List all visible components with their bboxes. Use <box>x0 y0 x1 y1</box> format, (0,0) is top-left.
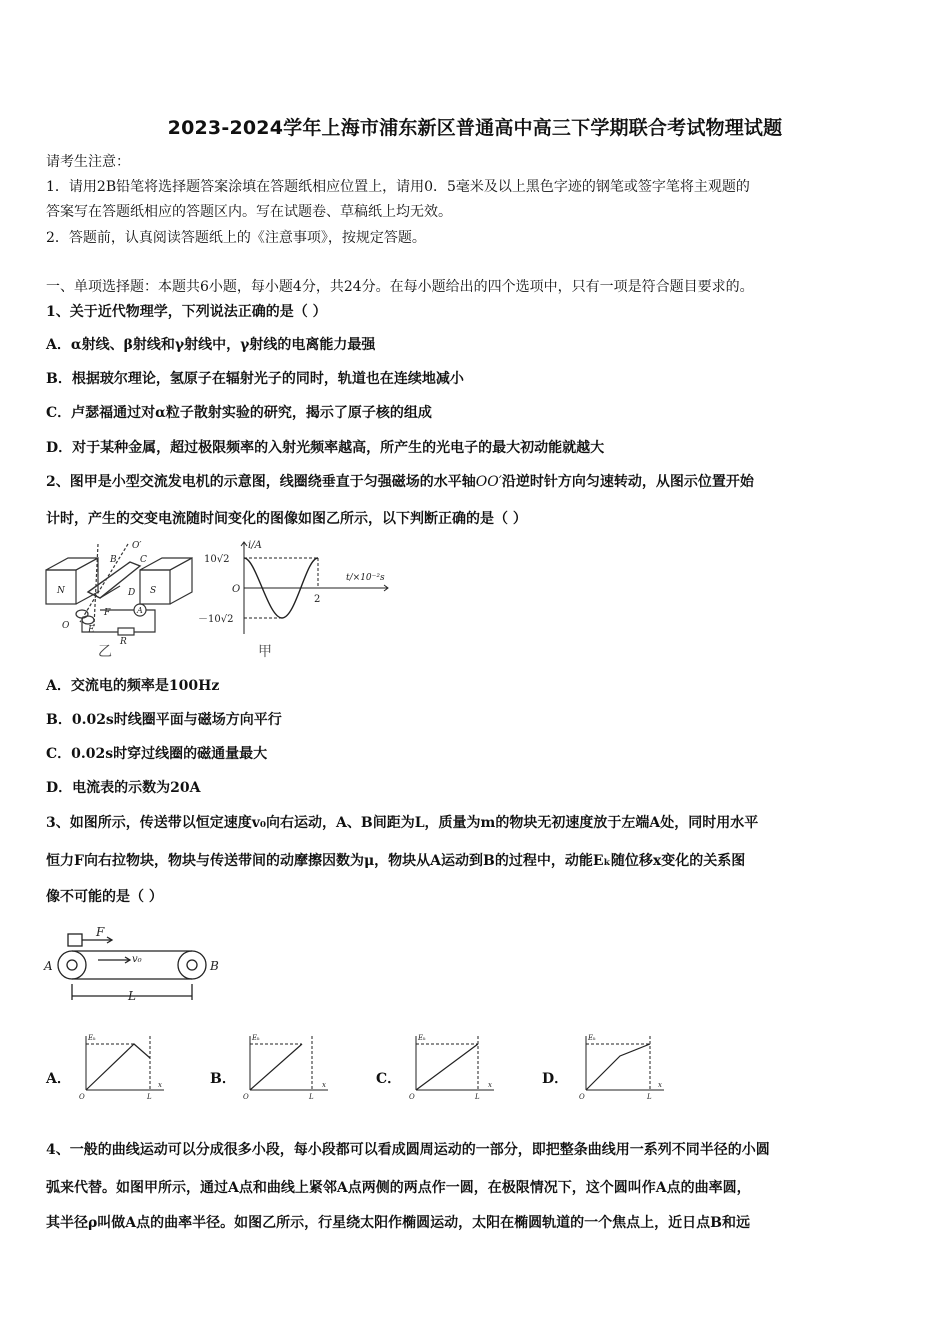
point-f-label: F <box>104 608 111 618</box>
end-b-label: B <box>210 959 219 973</box>
q4-line-1: 4、一般的曲线运动可以分成很多小段，每小段都可以看成圆周运动的一部分，即把整条曲线用一系列不同半径的小圆 <box>46 1142 770 1158</box>
q3-option-a-label: A． <box>46 1071 71 1087</box>
magnet-s-label: S <box>150 586 157 596</box>
graph-x-label: t/×10⁻²s <box>346 573 385 583</box>
q4-line-2: 弧来代替。如图甲所示，通过A点和曲线上紧邻A点两侧的两点作一圆，在极限情况下，这个圆叫作A点的曲率圆， <box>46 1180 751 1196</box>
graph-y-top: 10√2 <box>204 554 230 565</box>
graph-b-o: O <box>243 1093 249 1101</box>
fig-a-caption: 乙 <box>98 644 112 660</box>
q1-stem: 1、关于近代物理学，下列说法正确的是（ ） <box>46 304 327 320</box>
q3-stem-line2: 恒力F向右拉物块，物块与传送带间的动摩擦因数为μ，物块从A运动到B的过程中，动能Eₖ随位移x变化的关系图 <box>46 853 746 869</box>
q3-stem-line1: 3、如图所示，传送带以恒定速度v₀向右运动，A、B间距为L，质量为m的物块无初速度放于左端A处，同时用水平 <box>46 815 759 831</box>
q1-option-c: C．卢瑟福通过对α粒子散射实验的研究，揭示了原子核的组成 <box>46 405 432 421</box>
ammeter-label: A <box>137 606 143 615</box>
axis-o-label: O <box>62 621 70 631</box>
q3-graph-b <box>236 1032 336 1104</box>
generator-figure <box>40 540 200 660</box>
length-label: L <box>128 989 136 1003</box>
point-e-label: E <box>88 625 95 635</box>
graph-c-y: Eₖ <box>418 1034 426 1042</box>
q3-option-c-label: C． <box>376 1071 402 1087</box>
q1-option-a: A．α射线、β射线和γ射线中，γ射线的电离能力最强 <box>46 337 376 353</box>
graph-c-o: O <box>409 1093 415 1101</box>
q4-line-3: 其半径ρ叫做A点的曲率半径。如图乙所示，行星绕太阳作椭圆运动，太阳在椭圆轨道的一个焦点上，近日点B和远 <box>46 1215 751 1231</box>
notice-line-2: 答案写在答题纸相应的答题区内。写在试题卷、草稿纸上均无效。 <box>46 204 452 220</box>
graph-y-label: i/A <box>248 540 262 551</box>
resistor-label: R <box>120 637 127 647</box>
graph-x-tick: 2 <box>314 594 321 605</box>
graph-c-l: L <box>475 1093 480 1101</box>
page-title: 2023-2024学年上海市浦东新区普通高中高三下学期联合考试物理试题 <box>167 117 783 139</box>
fig-b-caption: 甲 <box>258 644 272 660</box>
q2-stem-part2: 沿逆时针方向匀速转动，从图示位置开始 <box>501 474 754 490</box>
q1-option-b: B．根据玻尔理论，氢原子在辐射光子的同时，轨道也在连续地减小 <box>46 371 464 387</box>
point-d-label: D <box>128 588 136 598</box>
conveyor-belt-figure <box>40 920 240 1010</box>
graph-d-o: O <box>579 1093 585 1101</box>
q2-axis-label: OO′ <box>475 474 502 490</box>
velocity-label: v₀ <box>132 954 142 965</box>
q3-option-b-label: B． <box>210 1071 236 1087</box>
notice-line-1: 1．请用2B铅笔将选择题答案涂填在答题纸相应位置上，请用0．5毫米及以上黑色字迹的钢笔或签字笔将主观题的 <box>46 179 750 195</box>
graph-a-o: O <box>79 1093 85 1101</box>
q2-option-c: C．0.02s时穿过线圈的磁通量最大 <box>46 746 268 762</box>
graph-d-l: L <box>647 1093 652 1101</box>
notice-line-3: 2．答题前，认真阅读答题纸上的《注意事项》，按规定答题。 <box>46 230 426 246</box>
graph-c-x: x <box>488 1081 492 1089</box>
point-c-label: C <box>140 555 147 565</box>
q2-stem-line1 <box>46 472 754 492</box>
graph-b-l: L <box>309 1093 314 1101</box>
q2-option-a: A．交流电的频率是100Hz <box>46 678 220 694</box>
point-b-label: B <box>110 555 117 565</box>
q3-option-d-label: D． <box>542 1071 569 1087</box>
graph-y-bottom: －10√2 <box>198 614 234 625</box>
graph-origin: O <box>232 584 241 595</box>
force-label: F <box>96 925 105 939</box>
q3-graph-a <box>72 1032 172 1104</box>
graph-a-l: L <box>147 1093 152 1101</box>
q1-option-d: D．对于某种金属，超过极限频率的入射光频率越高，所产生的光电子的最大初动能就越大 <box>46 440 605 456</box>
end-a-label: A <box>44 959 53 973</box>
current-graph <box>198 538 408 638</box>
q2-option-b: B．0.02s时线圈平面与磁场方向平行 <box>46 712 282 728</box>
graph-a-y: Eₖ <box>88 1034 96 1042</box>
graph-b-x: x <box>322 1081 326 1089</box>
notice-heading: 请考生注意： <box>46 154 130 170</box>
q3-stem-line3: 像不可能的是（ ） <box>46 889 163 905</box>
graph-b-y: Eₖ <box>252 1034 260 1042</box>
section-heading: 一、单项选择题：本题共6小题，每小题4分，共24分。在每小题给出的四个选项中，只有一项是符合题目要求的。 <box>46 279 754 295</box>
q3-graph-c <box>402 1032 502 1104</box>
q3-graph-d <box>572 1032 672 1104</box>
axis-o-prime-label: O′ <box>132 541 142 551</box>
q2-stem-part1: 2、图甲是小型交流发电机的示意图，线圈绕垂直于匀强磁场的水平轴 <box>46 474 476 490</box>
magnet-n-label: N <box>57 586 65 596</box>
q2-stem-line2: 计时，产生的交变电流随时间变化的图像如图乙所示，以下判断正确的是（ ） <box>46 511 527 527</box>
graph-d-x: x <box>658 1081 662 1089</box>
graph-a-x: x <box>158 1081 162 1089</box>
q2-option-d: D．电流表的示数为20A <box>46 780 201 796</box>
graph-d-y: Eₖ <box>588 1034 596 1042</box>
